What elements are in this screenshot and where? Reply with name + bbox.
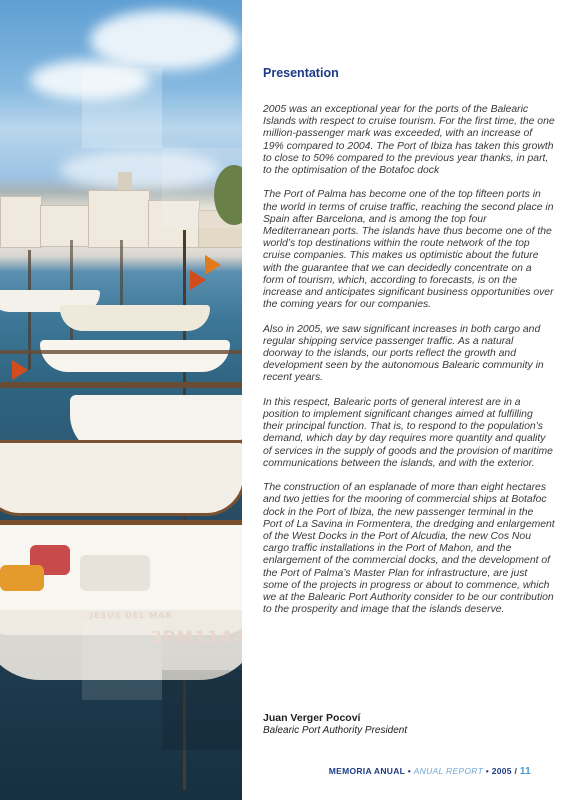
harbour-photo (0, 0, 242, 800)
footer-separator: • (485, 766, 490, 776)
page-footer (329, 766, 531, 777)
building (0, 196, 42, 248)
overlay-square (162, 670, 242, 750)
building (88, 190, 150, 248)
overlay-square (82, 68, 162, 148)
overlay-square (82, 620, 162, 700)
flag (190, 270, 206, 290)
flag (205, 255, 221, 275)
presentation-body (263, 104, 555, 629)
footer-year: 2005 (491, 766, 512, 776)
boat-rail (0, 350, 242, 354)
footer-separator: • (407, 766, 411, 776)
overlay-square (162, 148, 242, 228)
footer-slash: / (514, 766, 518, 776)
boat-rail (0, 382, 242, 388)
boat-hull (60, 305, 210, 331)
flag (12, 360, 28, 380)
page-number: 11 (519, 766, 531, 777)
boat-cargo (0, 565, 44, 591)
paragraph: The construction of an esplanade of more than eight hectares and two jetties for the mooring of commercial ships at Botafoc dock in the Port of Ibiza, the new passenger terminal in the Port of La Savina in Formentera, the dredging and enlargement of the West Docks in the Port of Alcudia, the new Cos Nou cargo traffic installations in the Port of Mahon, and the enlargement of the commercial docks, and the development of the Port of Palma’s Master Plan for infrastructure, are just some of the projects in progress or about to commence, which we at the Balearic Port Authority consider to be our contribution to the prosperity and image that the islands deserve. (263, 482, 555, 616)
paragraph: Also in 2005, we saw significant increases in both cargo and regular shipping service passenger traffic. As a natural doorway to the islands, our ports reflect the growth and development seen by the autonomous Balearic community in recent years. (263, 323, 544, 384)
building (40, 205, 90, 247)
paragraph: 2005 was an exceptional year for the ports of the Balearic Islands with respect to cruise tourism. For the first time, the one million-passenger mark was exceeded, with an increase of 19% compared to 2004. The Port of Ibiza has taken this growth to close to 50% compared to the previous year thanks, in part, to the optimisation of the Botafoc dock (263, 104, 555, 177)
signature-name: Juan Verger Pocoví (263, 712, 361, 724)
boat-hull (0, 440, 242, 516)
paragraph: The Port of Palma has become one of the top fifteen ports in the world in terms of cruise traffic, reaching the second place in Spain after Barcelona, and is among the top four Mediterranean ports. The islands have thus become one of the world’s top destinations within the route network of the top cruise companies. This makes us optimistic about the future with the guarantee that we can decidedly concentrate on a form of tourism, which, according to forecasts, is on the increase and anticipates significant business opportunities over the coming years for our companies. (263, 189, 554, 311)
paragraph: In this respect, Balearic ports of general interest are in a position to implement significant changes aimed at fulfilling their principal function. That is, to respond to the population’s demand, which day by day requires more quantity and quality of services in the supply of goods and the provision of maritime communications between the islands, and with the exterior. (263, 396, 553, 469)
boat-cargo (80, 555, 150, 591)
page-title: Presentation (263, 66, 339, 80)
signature-role: Balearic Port Authority President (263, 725, 408, 736)
footer-report-title-en: ANUAL REPORT (413, 766, 484, 776)
boat-hull (40, 340, 230, 372)
footer-report-title: MEMORIA ANUAL (328, 766, 406, 776)
